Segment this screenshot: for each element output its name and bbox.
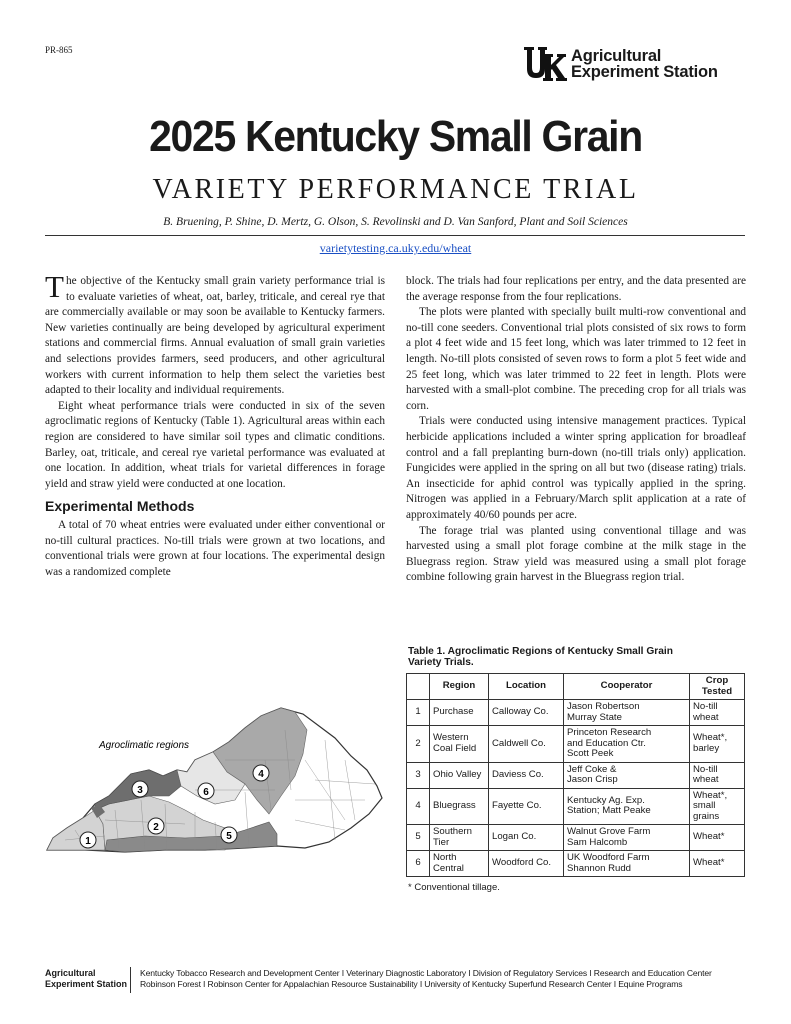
map-marker-6: 6 <box>203 787 209 798</box>
footer-divider <box>130 967 131 993</box>
table-cell: Calloway Co. <box>489 700 564 726</box>
table-caption-line-1: Table 1. Agroclimatic Regions of Kentucky Small Grain <box>408 646 673 657</box>
table-header-region: Region <box>430 674 489 700</box>
table-caption-line-2: Variety Trials. <box>408 657 474 668</box>
table-cell: Walnut Grove Farm Sam Halcomb <box>564 825 690 851</box>
table-cell: No-till wheat <box>690 700 745 726</box>
table-cell: Western Coal Field <box>430 726 489 763</box>
table-cell: Fayette Co. <box>489 788 564 825</box>
methods-paragraph: A total of 70 wheat entries were evaluated under either conventional or no-till cultural practices. No-till trials were grown at two locations, and conventional trials were grown at four locations. The experimental design was a randomized complete <box>45 518 385 578</box>
map-marker-1: 1 <box>85 836 91 847</box>
table-cell: Woodford Co. <box>489 851 564 877</box>
table-cell: Princeton Research and Education Ctr. Scott Peek <box>564 726 690 763</box>
regions-paragraph: Eight wheat performance trials were conducted in six of the seven agroclimatic regions of Kentucky (Table 1). Agricultural areas within each region are considered to have similar soil types and climatic conditions. Barley, oat, triticale, and cereal rye varietal performance was evaluated at one location. In addition, wheat trials for varietal differences in forage yield and straw yield were conducted at one location. <box>45 399 385 490</box>
table-cell: 3 <box>407 762 430 788</box>
table-cell: 1 <box>407 700 430 726</box>
table-header-location: Location <box>489 674 564 700</box>
table-cell: Kentucky Ag. Exp. Station; Matt Peake <box>564 788 690 825</box>
table-cell: Wheat* <box>690 825 745 851</box>
authors-line: B. Bruening, P. Shine, D. Mertz, G. Olson, S. Revolinski and D. Van Sanford, Plant and Soil Sciences <box>163 216 628 228</box>
table-cell: Daviess Co. <box>489 762 564 788</box>
map-marker-3: 3 <box>137 785 143 796</box>
table-cell: Purchase <box>430 700 489 726</box>
table-cell: 2 <box>407 726 430 763</box>
regions-table <box>406 673 745 877</box>
table-cell: Wheat* <box>690 851 745 877</box>
table-header-crop: Crop Tested <box>690 674 745 700</box>
logo-line-2: Experiment Station <box>571 63 718 81</box>
table-row <box>407 762 745 788</box>
footer-station-name <box>45 968 127 990</box>
table-row <box>407 788 745 825</box>
right-column <box>406 274 746 586</box>
table-row <box>407 700 745 726</box>
map-marker-4: 4 <box>258 769 264 780</box>
table-cell: Jeff Coke & Jason Crisp <box>564 762 690 788</box>
footer-units <box>140 968 712 990</box>
table-cell: Wheat*, barley <box>690 726 745 763</box>
table-cell: Wheat*, small grains <box>690 788 745 825</box>
table-cell: Ohio Valley <box>430 762 489 788</box>
table-header-number <box>407 674 430 700</box>
planting-paragraph: The plots were planted with specially built multi-row conventional and no-till cone seeders. Conventional trial plots consisted of six rows to form a plot 4 feet wide and 15 feet long, which was later trimmed to 12 feet in length. No-till plots consisted of seven rows to form a plot 5 feet wide and 25 feet long, which was later trimmed to 22 feet in length. Plots were harvested with a small-plot combine. The preceding crop for all trials was corn. <box>406 306 746 412</box>
table-cell: UK Woodford Farm Shannon Rudd <box>564 851 690 877</box>
website-link[interactable]: varietytesting.ca.uky.edu/wheat <box>319 241 472 255</box>
table-header-row <box>407 674 745 700</box>
table-cell: 4 <box>407 788 430 825</box>
intro-paragraph <box>45 269 385 399</box>
page-title: 2025 Kentucky Small Grain <box>149 112 642 161</box>
table-cell: Southern Tier <box>430 825 489 851</box>
table-cell: North Central <box>430 851 489 877</box>
table-row <box>407 726 745 763</box>
table-row <box>407 825 745 851</box>
drop-cap: T <box>45 269 64 304</box>
kentucky-region-map <box>45 700 390 870</box>
table-cell: Jason Robertson Murray State <box>564 700 690 726</box>
map-label: Agroclimatic regions <box>99 740 190 751</box>
table-cell: No-till wheat <box>690 762 745 788</box>
table-cell: Logan Co. <box>489 825 564 851</box>
map-marker-5: 5 <box>226 831 232 842</box>
table-cell: 5 <box>407 825 430 851</box>
document-number: PR-865 <box>45 45 73 55</box>
station-logo <box>523 46 718 82</box>
uk-logo-mark-icon <box>523 46 567 82</box>
title-divider <box>45 235 745 236</box>
table-caption <box>408 646 746 668</box>
section-heading: Experimental Methods <box>45 498 195 515</box>
page-subtitle: VARIETY PERFORMANCE TRIAL <box>152 174 639 205</box>
design-paragraph: block. The trials had four replications per entry, and the data presented are the average response from the four replications. <box>406 275 746 303</box>
footer-right-line-1: Kentucky Tobacco Research and Development Center I Veterinary Diagnostic Laboratory I Division of Regulatory Services I Research and Education Center <box>140 968 712 978</box>
map-marker-2: 2 <box>153 822 159 833</box>
forage-paragraph: The forage trial was planted using conventional tillage and was harvested using a small plot forage combine at the milk stage in the Bluegrass region. Straw yield was measured using a small plot forage combine following grain harvest in the Bluegrass region trial. <box>406 524 746 584</box>
logo-line-1: Agricultural <box>571 47 662 65</box>
footer-right-line-2: Robinson Forest I Robinson Center for Appalachian Resource Sustainability I University of Kentucky Superfund Research Center I Equine Programs <box>140 979 683 989</box>
intro-text: he objective of the Kentucky small grain variety performance trial is to evaluate varieties of wheat, oat, barley, triticale, and cereal rye that are commercially available or may soon be available to Kentucky farmers. New varieties continually are being developed by agricultural experiment stations and commercial firms. Annual evaluation of small grain varieties and selections provides farmers, seed producers, and other agricultural workers with current information to help them select the varieties best adapted to their locality and individual requirements. <box>45 275 385 397</box>
table-cell: Caldwell Co. <box>489 726 564 763</box>
management-paragraph: Trials were conducted using intensive management practices. Typical herbicide applications included a winter spring application for broadleaf control and a fall preplanting burn-down (no-till trials only) application. Fungicides were applied in the spring on all but two (disease rating) trials. An insecticide for aphid control was typically applied in the spring. Nitrogen was applied in a February/March split application at a rate of approximately 40/60 pounds per acre. <box>406 415 746 521</box>
table-row <box>407 851 745 877</box>
table-body <box>407 700 745 877</box>
left-column <box>45 269 385 580</box>
table-header-cooperator: Cooperator <box>564 674 690 700</box>
footer-left-line-1: Agricultural <box>45 968 96 978</box>
table-cell: 6 <box>407 851 430 877</box>
footer-left-line-2: Experiment Station <box>45 979 128 989</box>
table-footnote: * Conventional tillage. <box>408 882 500 893</box>
table-cell: Bluegrass <box>430 788 489 825</box>
